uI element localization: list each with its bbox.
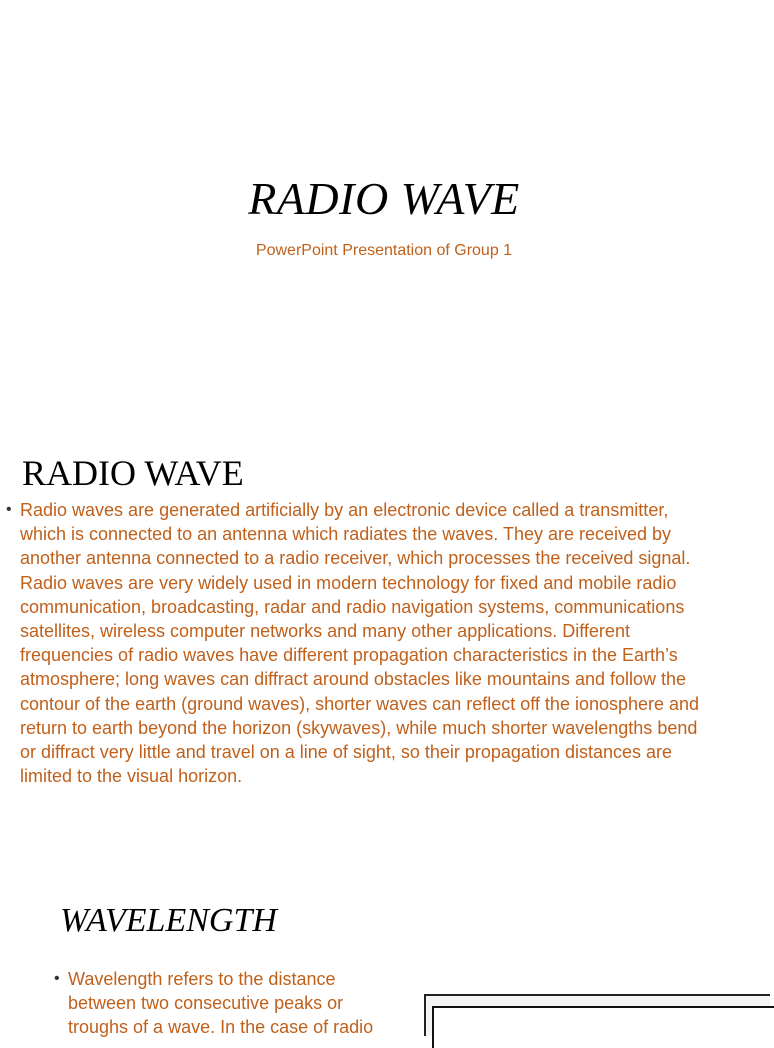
title-slide bbox=[0, 0, 768, 430]
bullet-icon: • bbox=[6, 501, 12, 518]
radio-wave-slide bbox=[0, 430, 768, 870]
wavelength-diagram-image bbox=[424, 994, 770, 1036]
diagram-inner-frame bbox=[432, 1006, 774, 1048]
bullet-text: Radio waves are generated artificially by an electronic device called a transmitter, which is connected to an antenna which radiates the waves. They are received by another antenna connected to a radio receiver, which processes the received signal. Radio waves are very widely used in modern technology for fixed and mobile radio communication, broadcasting, radar and radio navigation systems, communications satellites, wireless computer networks and many other applications. Different frequencies of radio waves have different propagation characteristics in the Earth’s atmosphere; long waves can diffract around obstacles like mountains and follow the contour of the earth (ground waves), shorter waves can reflect off the ionosphere and return to earth beyond the horizon (skywaves), while much shorter wavelengths bend or diffract very little and travel on a line of sight, so their propagation distances are limited to the visual horizon. bbox=[20, 500, 700, 787]
slide-title: WAVELENGTH bbox=[60, 902, 277, 939]
bullet-item bbox=[54, 967, 408, 1040]
bullet-icon: • bbox=[54, 970, 60, 987]
slide-title: RADIO WAVE bbox=[248, 173, 520, 224]
wavelength-slide bbox=[0, 870, 768, 1038]
slide-title: RADIO WAVE bbox=[22, 453, 244, 493]
slide-subtitle: PowerPoint Presentation of Group 1 bbox=[255, 242, 513, 259]
bullet-text: Wavelength refers to the distance between two consecutive peaks or troughs of a wave. In the case of radio bbox=[68, 969, 374, 1038]
bullet-item bbox=[6, 498, 710, 788]
